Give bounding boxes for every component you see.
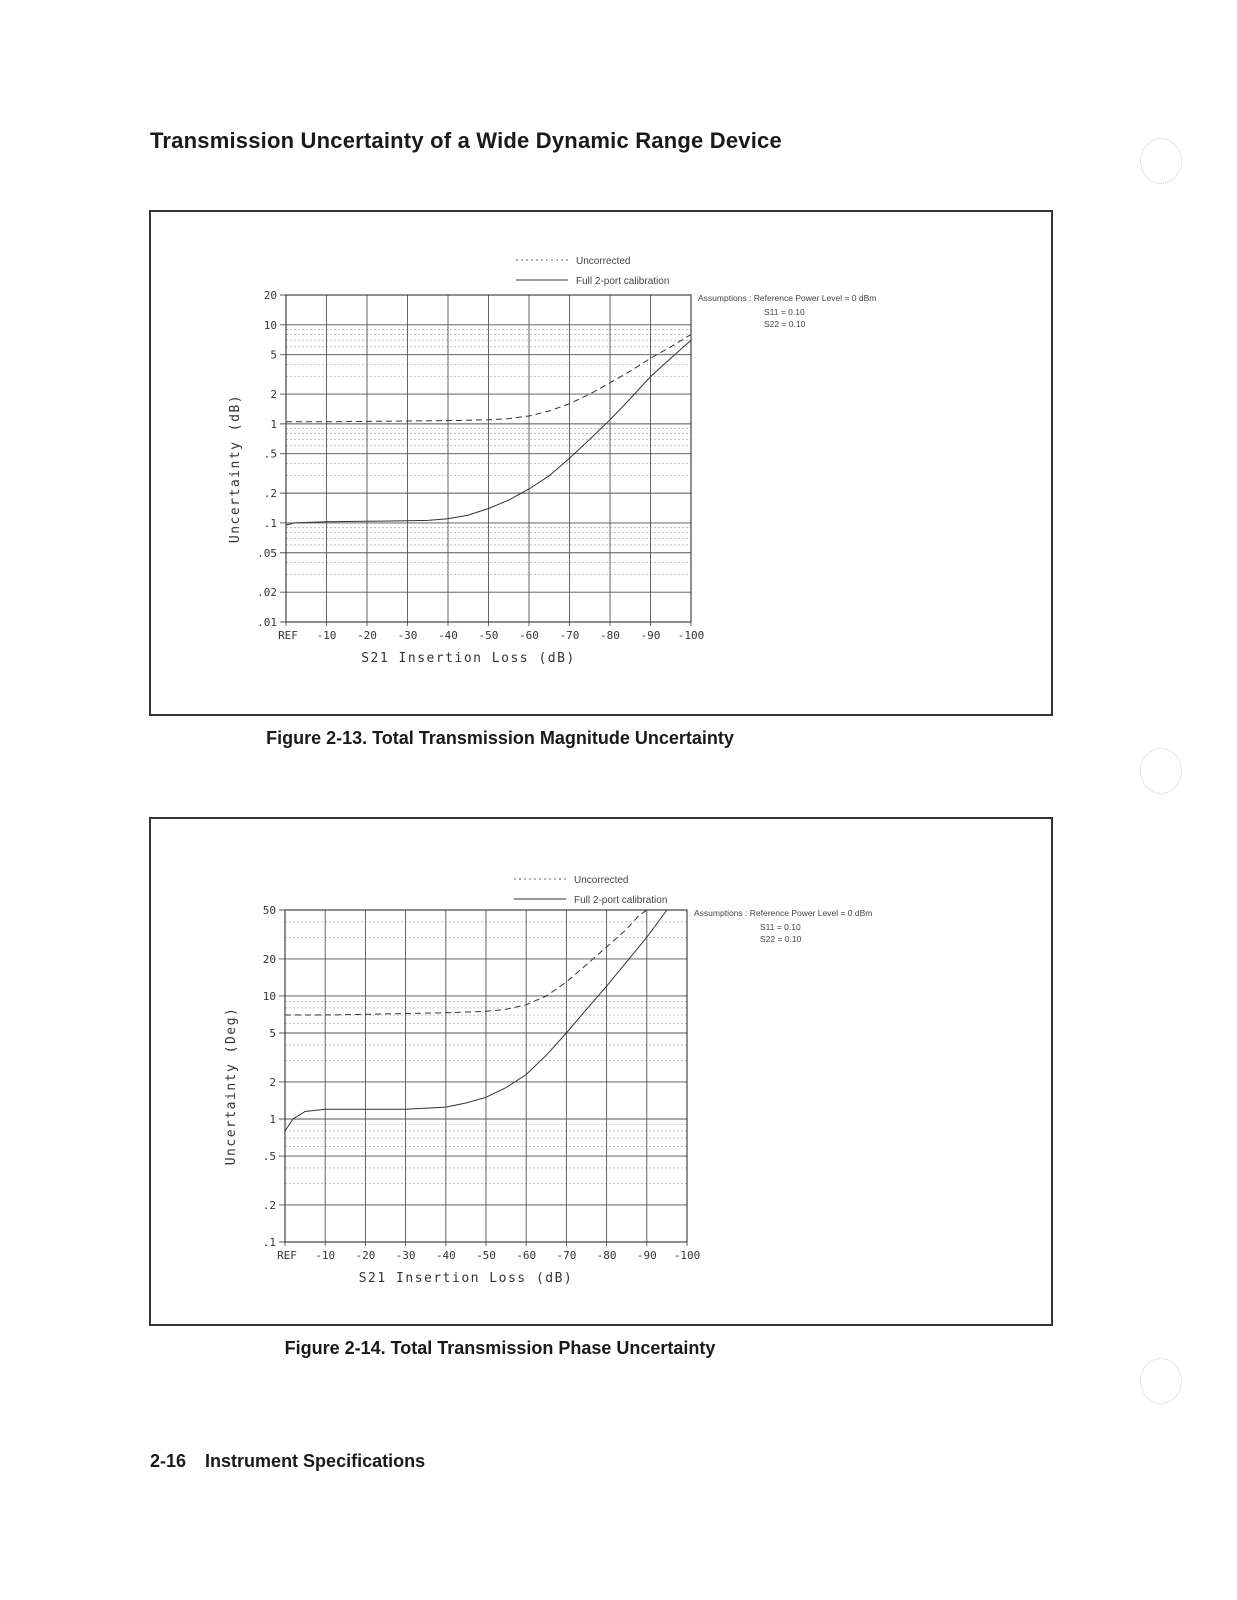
y-axis-title: Uncertainty (dB) (228, 393, 243, 544)
y-tick-label: 10 (263, 318, 277, 332)
legend-label: Uncorrected (576, 256, 631, 267)
x-tick-label: -30 (395, 1249, 416, 1262)
x-tick-label: -40 (435, 1249, 456, 1262)
series-line-uncorrected (285, 910, 647, 1015)
assumptions-heading: Assumptions : Reference Power Level = 0 dBm (694, 908, 873, 918)
y-tick-label: 5 (270, 348, 277, 362)
x-tick-label: -90 (640, 629, 661, 642)
x-tick-label: -20 (355, 1249, 376, 1262)
binder-hole-middle (1140, 748, 1182, 794)
assumptions-line: S11 = 0.10 (764, 307, 805, 317)
phase-uncertainty-figure (149, 817, 1053, 1326)
series-line-full-2-port-calibration (285, 910, 667, 1131)
x-tick-label: -70 (556, 1249, 577, 1262)
binder-hole-top (1140, 138, 1182, 184)
legend-label: Uncorrected (574, 875, 629, 886)
x-tick-label: -10 (316, 629, 337, 642)
footer-section-name: Instrument Specifications (205, 1451, 426, 1471)
figure-2-14-caption: Figure 2-14. Total Transmission Phase Uncertainty (284, 1338, 716, 1358)
x-tick-label: -100 (673, 1249, 701, 1262)
y-tick-label: 50 (262, 904, 276, 917)
legend-label: Full 2-port calibration (576, 276, 670, 287)
assumptions-line: S22 = 0.10 (760, 934, 802, 944)
y-tick-label: .5 (262, 1150, 276, 1164)
phase-uncertainty-chart (151, 819, 1055, 1328)
y-tick-label: 1 (269, 1112, 276, 1126)
x-tick-label: -50 (476, 1249, 496, 1262)
x-axis-title: S21 Insertion Loss (dB) (358, 1271, 574, 1286)
magnitude-uncertainty-chart (151, 212, 1055, 718)
binder-hole-bottom (1140, 1358, 1182, 1404)
y-axis-title: Uncertainty (Deg) (224, 1006, 239, 1166)
y-tick-label: 2 (270, 388, 277, 402)
x-tick-label: -40 (438, 629, 458, 642)
figure-2-13-caption: Figure 2-13. Total Transmission Magnitude Uncertainty (266, 728, 734, 748)
y-tick-label: 5 (269, 1027, 276, 1041)
assumptions-heading: Assumptions : Reference Power Level = 0 dBm (698, 293, 877, 303)
x-tick-label: -80 (600, 629, 620, 642)
y-tick-label: 10 (262, 989, 276, 1003)
y-tick-label: 2 (269, 1075, 276, 1089)
page-footer (150, 1451, 425, 1472)
y-tick-label: .1 (262, 1236, 276, 1249)
x-tick-label: -50 (478, 629, 499, 642)
x-tick-label: -100 (677, 629, 705, 642)
x-tick-label: -30 (397, 629, 418, 642)
y-tick-label: .02 (257, 586, 277, 600)
chart-legend (514, 875, 667, 906)
legend-label: Full 2-port calibration (574, 895, 668, 906)
y-tick-label: 1 (270, 417, 277, 431)
x-tick-label: -60 (516, 1249, 537, 1262)
assumptions-line: S11 = 0.10 (760, 922, 801, 932)
page-number: 2-16 (150, 1451, 187, 1471)
x-tick-label: REF (278, 629, 298, 642)
y-tick-label: .01 (257, 616, 277, 629)
y-tick-label: .2 (262, 1198, 276, 1212)
y-tick-label: .05 (257, 546, 277, 560)
x-tick-label: REF (277, 1249, 297, 1262)
chart-legend (516, 256, 669, 287)
y-tick-label: 20 (262, 952, 276, 966)
section-title: Transmission Uncertainty of a Wide Dynamic Range Device (150, 128, 782, 153)
x-tick-label: -20 (357, 629, 377, 642)
x-axis-title: S21 Insertion Loss (dB) (361, 651, 576, 666)
assumptions-note (698, 293, 876, 329)
assumptions-line: S22 = 0.10 (764, 319, 806, 329)
y-tick-label: .5 (263, 447, 277, 461)
x-tick-label: -60 (519, 629, 539, 642)
assumptions-note (694, 908, 872, 944)
x-tick-label: -80 (596, 1249, 617, 1262)
y-tick-label: .1 (263, 516, 277, 530)
magnitude-uncertainty-figure (149, 210, 1053, 716)
x-tick-label: -10 (315, 1249, 336, 1262)
y-tick-label: 20 (263, 289, 277, 302)
x-tick-label: -90 (636, 1249, 657, 1262)
x-tick-label: -70 (559, 629, 580, 642)
y-tick-label: .2 (263, 487, 277, 501)
